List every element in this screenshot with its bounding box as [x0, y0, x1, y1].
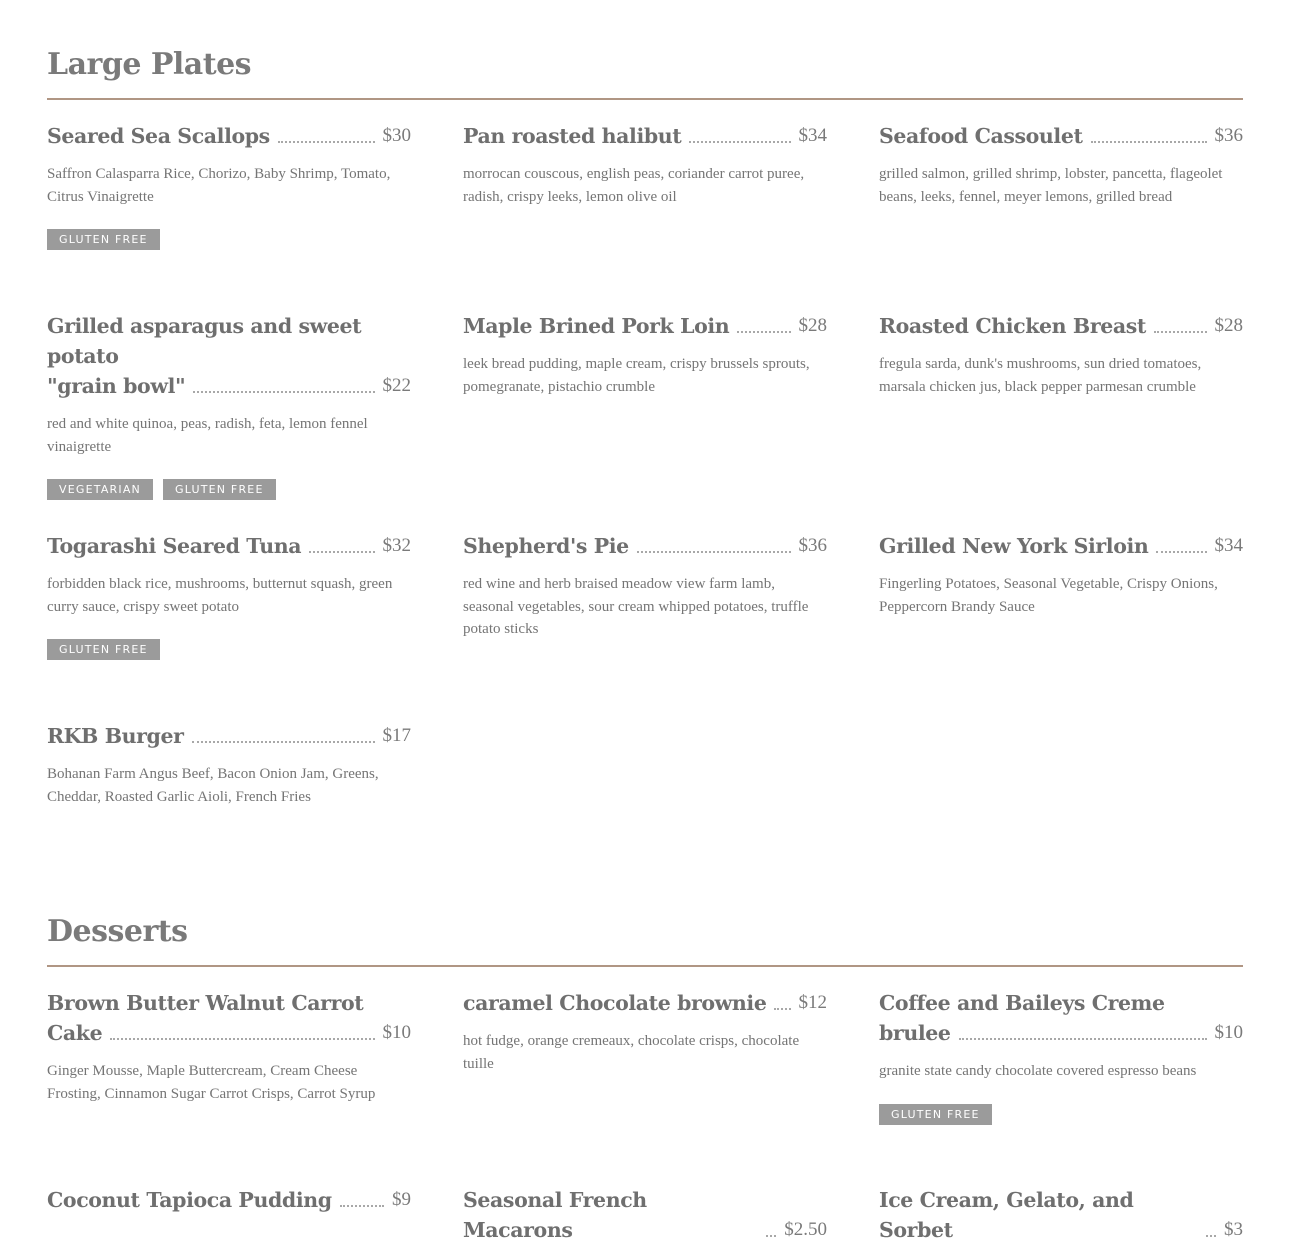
tag-vegetarian: VEGETARIAN	[47, 479, 153, 500]
item-name: Grilled New York Sirloin	[879, 534, 1149, 558]
item-name: Coconut Tapioca Pudding	[47, 1188, 332, 1212]
dot-leader	[1091, 141, 1207, 143]
menu-item	[47, 988, 411, 1105]
section-desserts	[47, 912, 1243, 967]
item-name: Roasted Chicken Breast	[879, 314, 1146, 338]
item-name: caramel Chocolate brownie	[463, 991, 767, 1015]
item-price: $36	[798, 535, 827, 556]
item-description: granite state candy chocolate covered espresso beans	[879, 1063, 1197, 1079]
dot-leader	[774, 1008, 790, 1010]
menu-item	[879, 1185, 1243, 1245]
item-price: $9	[392, 1189, 411, 1210]
item-name: Coffee and Baileys Creme	[879, 991, 1165, 1015]
menu-item	[879, 988, 1243, 1125]
menu-item	[879, 121, 1243, 208]
menu-item	[463, 1185, 827, 1245]
dot-leader	[959, 1038, 1207, 1040]
item-price: $32	[382, 535, 411, 556]
section-divider	[47, 965, 1243, 967]
dot-leader	[766, 1235, 776, 1237]
item-name: RKB Burger	[47, 724, 184, 748]
item-price: $10	[1214, 1022, 1243, 1043]
menu-item	[47, 531, 411, 660]
dot-leader	[110, 1038, 374, 1040]
item-price: $10	[382, 1022, 411, 1043]
dot-leader	[193, 391, 374, 393]
item-description: red and white quinoa, peas, radish, feta, lemon fennel vinaigrette	[47, 416, 368, 455]
item-price: $17	[382, 725, 411, 746]
item-description: Saffron Calasparra Rice, Chorizo, Baby Shrimp, Tomato, Citrus Vinaigrette	[47, 166, 391, 205]
item-name: Grilled asparagus and sweet potato	[47, 314, 362, 368]
item-price: $22	[382, 375, 411, 396]
tag-gluten-free: GLUTEN FREE	[47, 639, 160, 660]
section-title: Large Plates	[47, 47, 252, 82]
dot-leader	[637, 551, 791, 553]
item-name: Seared Sea Scallops	[47, 124, 270, 148]
item-description: red wine and herb braised meadow view farm lamb, seasonal vegetables, sour cream whipped potatoes, truffle potato sticks	[463, 576, 809, 637]
item-name: Seafood Cassoulet	[879, 124, 1083, 148]
item-name: Pan roasted halibut	[463, 124, 682, 148]
item-price: $36	[1214, 125, 1243, 146]
section-large-plates	[47, 45, 1243, 100]
menu-item	[879, 311, 1243, 398]
item-description: Bohanan Farm Angus Beef, Bacon Onion Jam, Greens, Cheddar, Roasted Garlic Aioli, French Fries	[47, 766, 379, 805]
item-price: $28	[1214, 315, 1243, 336]
item-name-continued: brulee	[879, 1021, 951, 1045]
item-description: leek bread pudding, maple cream, crispy brussels sprouts, pomegranate, pistachio crumble	[463, 356, 810, 395]
item-price: $34	[798, 125, 827, 146]
item-name-continued: Cake	[47, 1021, 103, 1045]
item-name: Brown Butter Walnut Carrot	[47, 991, 364, 1015]
item-name: Shepherd's Pie	[463, 534, 629, 558]
item-description: forbidden black rice, mushrooms, butternut squash, green curry sauce, crispy sweet potato	[47, 576, 393, 615]
menu-item	[47, 121, 411, 250]
dot-leader	[278, 141, 375, 143]
tag-gluten-free: GLUTEN FREE	[47, 229, 160, 250]
dot-leader	[1154, 331, 1207, 333]
dot-leader	[309, 551, 374, 553]
tag-gluten-free: GLUTEN FREE	[879, 1104, 992, 1125]
menu-item	[47, 721, 411, 808]
menu-item	[47, 1185, 411, 1215]
section-divider	[47, 98, 1243, 100]
item-name: Maple Brined Pork Loin	[463, 314, 730, 338]
menu-item	[47, 311, 411, 500]
section-title: Desserts	[47, 914, 188, 949]
menu-item	[463, 988, 827, 1075]
item-description: fregula sarda, dunk's mushrooms, sun dried tomatoes, marsala chicken jus, black pepper parmesan crumble	[879, 356, 1202, 395]
dot-leader	[192, 741, 375, 743]
dot-leader	[737, 331, 790, 333]
tag-gluten-free: GLUTEN FREE	[163, 479, 276, 500]
dot-leader	[689, 141, 790, 143]
item-price: $2.50	[784, 1219, 827, 1240]
item-name: Togarashi Seared Tuna	[47, 534, 302, 558]
item-price: $30	[382, 125, 411, 146]
item-price: $28	[798, 315, 827, 336]
item-description: Ginger Mousse, Maple Buttercream, Cream Cheese Frosting, Cinnamon Sugar Carrot Crisps, Carrot Syrup	[47, 1063, 376, 1102]
menu-item	[879, 531, 1243, 618]
item-description: Fingerling Potatoes, Seasonal Vegetable, Crispy Onions, Peppercorn Brandy Sauce	[879, 576, 1218, 615]
menu-item	[463, 121, 827, 208]
item-name-continued: "grain bowl"	[47, 374, 186, 398]
dot-leader	[1156, 551, 1206, 553]
menu-item	[463, 531, 827, 641]
menu-item	[463, 311, 827, 398]
item-description: hot fudge, orange cremeaux, chocolate crisps, chocolate tuille	[463, 1033, 800, 1072]
item-description: grilled salmon, grilled shrimp, lobster, pancetta, flageolet beans, leeks, fennel, meyer lemons, grilled bread	[879, 166, 1223, 205]
item-price: $34	[1214, 535, 1243, 556]
item-description: morrocan couscous, english peas, coriander carrot puree, radish, crispy leeks, lemon olive oil	[463, 166, 805, 205]
item-price: $12	[798, 992, 827, 1013]
item-name: Seasonal French Macarons	[463, 1188, 647, 1242]
item-name: Ice Cream, Gelato, and Sorbet	[879, 1188, 1134, 1242]
item-price: $3	[1224, 1219, 1243, 1240]
dot-leader	[340, 1205, 384, 1207]
dot-leader	[1206, 1235, 1216, 1237]
